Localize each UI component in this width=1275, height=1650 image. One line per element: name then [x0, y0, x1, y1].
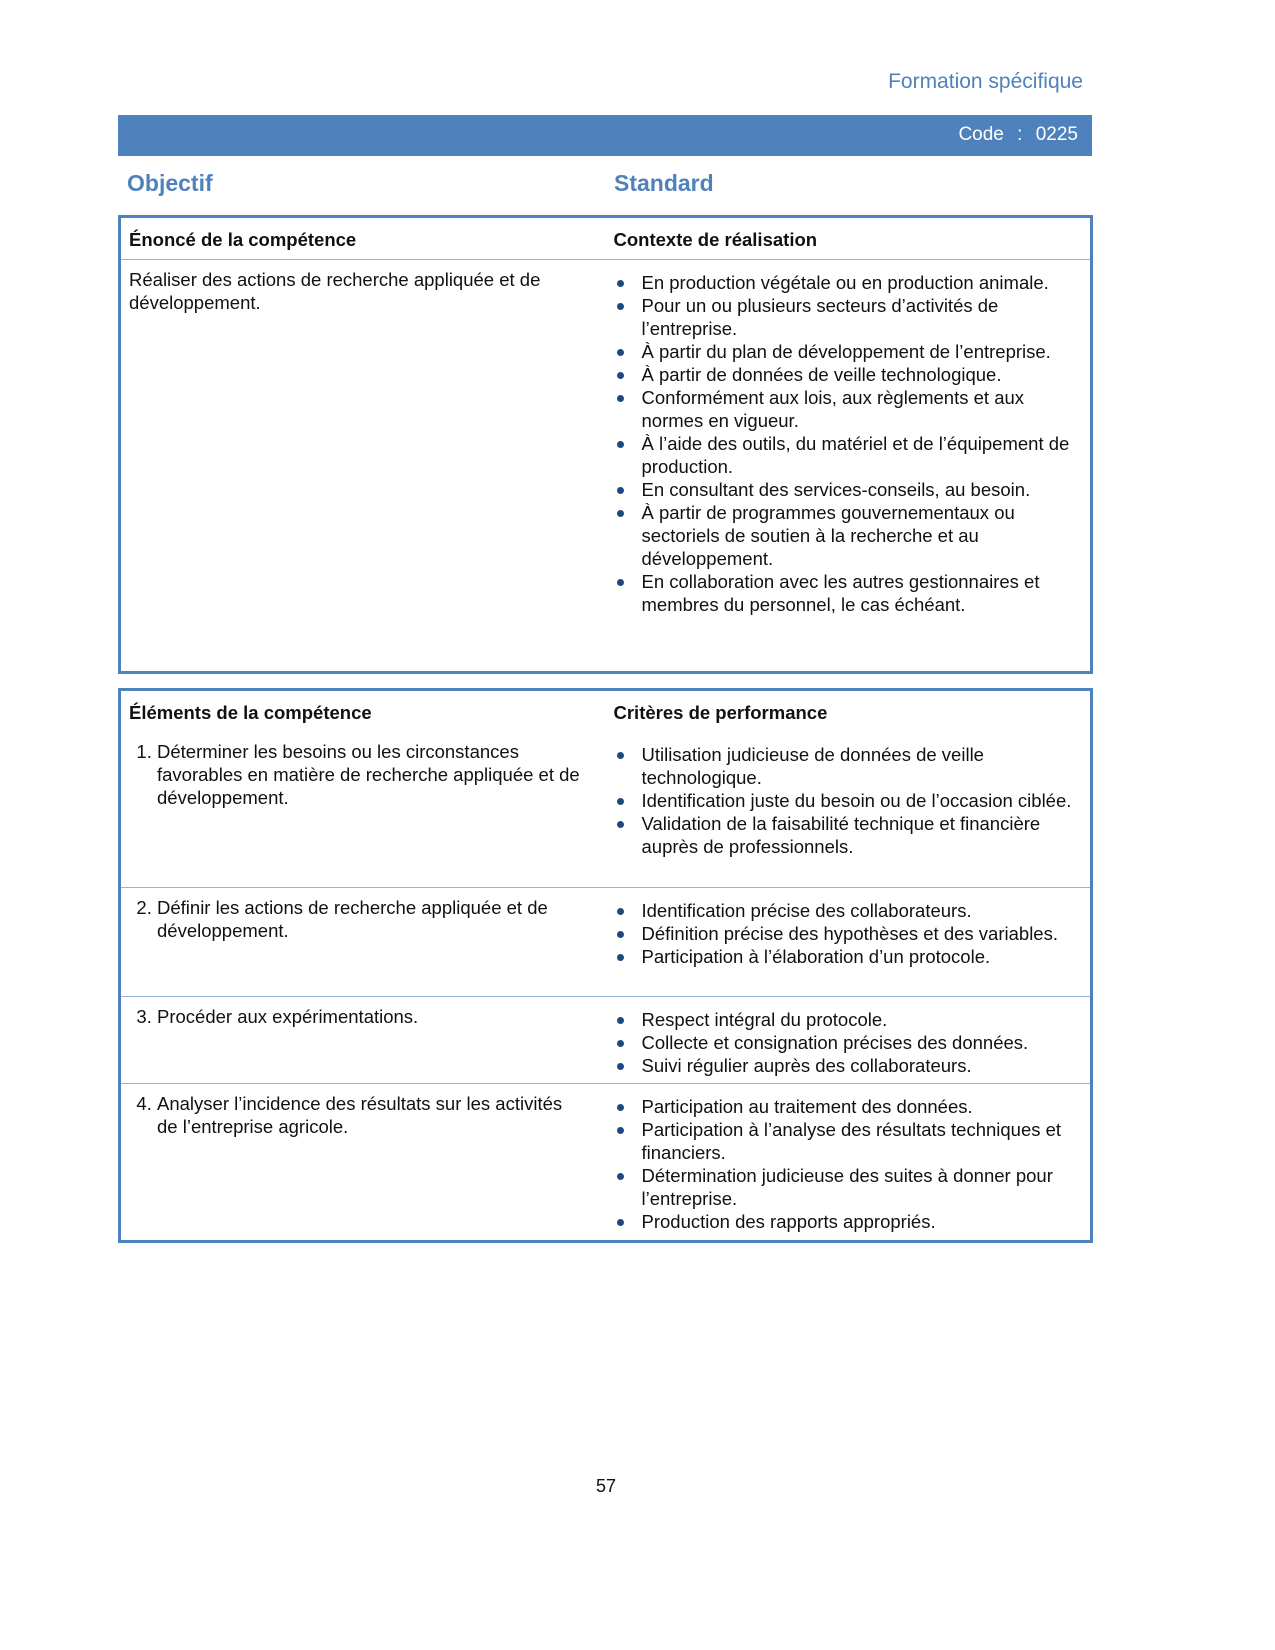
- table-row: [120, 996, 1092, 1083]
- list-item: Identification juste du besoin ou de l’occasion ciblée.: [642, 789, 1083, 812]
- competence-element: 1. Déterminer les besoins ou les circonstances favorables en matière de recherche appliquée et de développement.: [157, 740, 582, 809]
- list-item: En production végétale ou en production animale.: [642, 271, 1083, 294]
- list-item: Définition précise des hypothèses et des variables.: [642, 922, 1083, 945]
- competence-element: 3. Procéder aux expérimentations.: [157, 1005, 582, 1028]
- list-item: À l’aide des outils, du matériel et de l’équipement de production.: [642, 432, 1083, 478]
- element-list: [129, 1005, 582, 1028]
- code-value: 0225: [1035, 124, 1078, 145]
- element-list: [129, 896, 582, 942]
- list-item: À partir du plan de développement de l’entreprise.: [642, 340, 1083, 363]
- section-objectif: Objectif: [127, 170, 213, 196]
- col-header: Éléments de la compétence: [129, 702, 372, 723]
- element-list: [129, 1092, 582, 1138]
- list-item: Identification précise des collaborateurs.: [642, 899, 1083, 922]
- code-label: Code :: [958, 124, 1023, 145]
- list-item: À partir de données de veille technologique.: [642, 363, 1083, 386]
- list-item: Production des rapports appropriés.: [642, 1210, 1083, 1233]
- col-header: Contexte de réalisation: [613, 229, 818, 250]
- criteria-list: [614, 899, 1083, 968]
- criteria-list: [614, 743, 1083, 858]
- section-standard: Standard: [614, 170, 714, 196]
- list-item: À partir de programmes gouvernementaux ou sectoriels de soutien à la recherche et au développement.: [642, 501, 1083, 570]
- list-item: En consultant des services-conseils, au besoin.: [642, 478, 1083, 501]
- list-item: Participation à l’analyse des résultats techniques et financiers.: [642, 1118, 1083, 1164]
- criteria-list: [614, 1095, 1083, 1233]
- table-row: [120, 732, 1092, 887]
- list-item: Conformément aux lois, aux règlements et aux normes en vigueur.: [642, 386, 1083, 432]
- code-bar: [118, 115, 1092, 156]
- competence-table: [118, 215, 1093, 674]
- list-item: Utilisation judicieuse de données de veille technologique.: [642, 743, 1083, 789]
- competence-element: 2. Définir les actions de recherche appliquée et de développement.: [157, 896, 582, 942]
- list-item: Suivi régulier auprès des collaborateurs.: [642, 1054, 1083, 1077]
- criteria-list: [614, 1008, 1083, 1077]
- table-row: [120, 887, 1092, 996]
- table-row: [120, 1083, 1092, 1241]
- document-header: Formation spécifique: [888, 70, 1083, 93]
- elements-table: [118, 688, 1093, 1243]
- list-item: Validation de la faisabilité technique et financière auprès de professionnels.: [642, 812, 1083, 858]
- list-item: Participation à l’élaboration d’un protocole.: [642, 945, 1083, 968]
- list-item: Détermination judicieuse des suites à donner pour l’entreprise.: [642, 1164, 1083, 1210]
- col-header: Critères de performance: [613, 702, 828, 723]
- list-item: Participation au traitement des données.: [642, 1095, 1083, 1118]
- list-item: En collaboration avec les autres gestionnaires et membres du personnel, le cas échéant.: [642, 570, 1083, 616]
- competence-statement: Réaliser des actions de recherche appliquée et de développement.: [120, 260, 606, 673]
- list-item: Respect intégral du protocole.: [642, 1008, 1083, 1031]
- competence-element: 4. Analyser l’incidence des résultats sur les activités de l’entreprise agricole.: [157, 1092, 582, 1138]
- context-list: [614, 271, 1083, 616]
- element-list: [129, 740, 582, 809]
- list-item: Collecte et consignation précises des données.: [642, 1031, 1083, 1054]
- col-header: Énoncé de la compétence: [129, 229, 357, 250]
- list-item: Pour un ou plusieurs secteurs d’activités de l’entreprise.: [642, 294, 1083, 340]
- page-number: 57: [595, 1476, 617, 1496]
